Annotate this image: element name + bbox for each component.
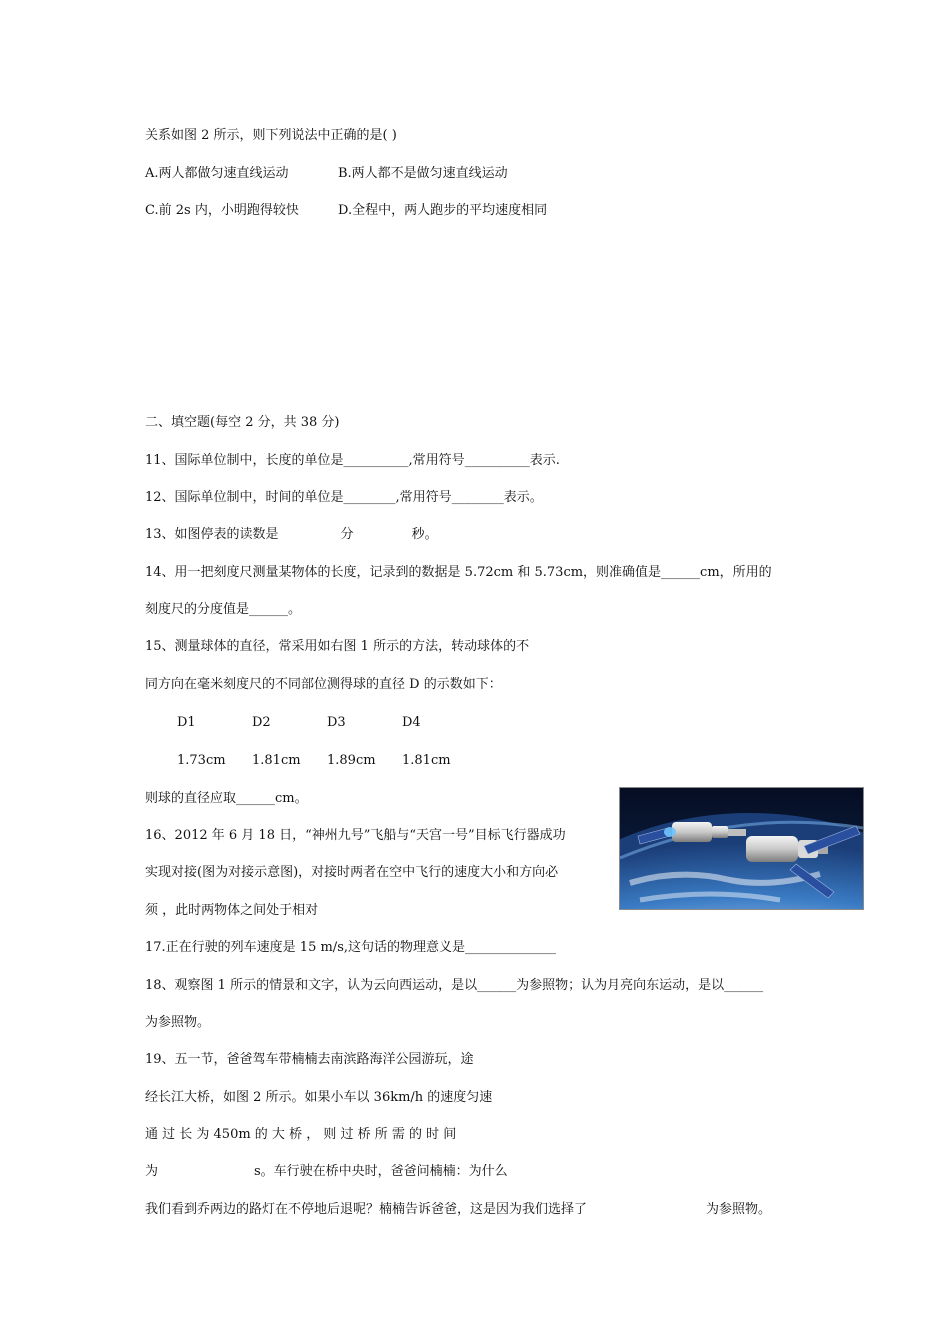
question-13 (145, 526, 438, 544)
question-19-line5 (145, 1201, 771, 1219)
docking-figure (619, 787, 864, 910)
question-19-line3: 通 过 长 为 450m 的 大 桥 ， 则 过 桥 所 需 的 时 间 (145, 1127, 457, 1142)
question-15-line1: 15、测量球体的直径，常采用如右图 1 所示的方法，转动球体的不 (145, 639, 530, 654)
q19-text-end: 为参照物。 (706, 1202, 772, 1217)
question-11 (145, 452, 560, 470)
option-b: B.两人都不是做匀速直线运动 (338, 166, 508, 181)
question-16-line1: 16、2012 年 6 月 18 日，“神州九号”飞船与“天宫一号”目标飞行器成功 (145, 828, 566, 843)
question-14-line1: 14、用一把刻度尺测量某物体的长度，记录到的数据是 5.72cm 和 5.73cm，则准确值是______cm，所用的 (145, 565, 772, 580)
question-14-line2: 刻度尺的分度值是______。 (145, 602, 302, 617)
table-value-d1: 1.73cm (177, 753, 226, 768)
q12-text-e: 表示。 (503, 490, 543, 505)
table-value-d2: 1.81cm (252, 753, 301, 768)
question-16-line2: 实现对接(图为对接示意图)，对接时两者在空中飞行的速度大小和方向必 (145, 865, 559, 880)
question-18-line1: 18、观察图 1 所示的情景和文字，认为云向西运动，是以______为参照物；认为月亮向东运动，是以______ (145, 978, 764, 993)
q19-text-rest: s。车行驶在桥中央时，爸爸问楠楠：为什么 (254, 1164, 508, 1179)
question-19-line4 (145, 1163, 508, 1181)
question-16-line3: 须 ，此时两物体之间处于相对 (145, 903, 319, 918)
option-c: C.前 2s 内，小明跑得较快 (145, 203, 299, 218)
question-19-line2: 经长江大桥，如图 2 所示。如果小车以 36km/h 的速度匀速 (145, 1090, 493, 1105)
q13-text-a: 13、如图停表的读数是 (145, 527, 279, 542)
question-18-line2: 为参照物。 (145, 1015, 211, 1030)
table-header-d3: D3 (327, 715, 346, 730)
question-15-line2: 同方向在毫米刻度尺的不同部位测得球的直径 D 的示数如下： (145, 677, 502, 692)
q11-text-e: 表示. (529, 453, 560, 468)
table-value-d3: 1.89cm (327, 753, 376, 768)
q13-text-sec: 秒。 (411, 527, 438, 542)
q19-text-wei: 为 (145, 1164, 159, 1179)
question-12 (145, 489, 543, 507)
table-header-d2: D2 (252, 715, 271, 730)
q11-blank-1: __________ (343, 453, 409, 468)
q12-text-c: ,常用符号 (395, 490, 452, 505)
q11-text-c: ,常用符号 (408, 453, 465, 468)
question-17: 17.正在行驶的列车速度是 15 m/s,这句话的物理意义是______________ (145, 940, 556, 955)
table-value-d4: 1.81cm (402, 753, 451, 768)
table-header-d1: D1 (177, 715, 196, 730)
table-header-d4: D4 (402, 715, 421, 730)
q13-text-min: 分 (340, 527, 354, 542)
spacecraft-docking-illustration (620, 788, 863, 909)
option-a: A.两人都做匀速直线运动 (145, 166, 289, 181)
q19-text-line5: 我们看到乔两边的路灯在不停地后退呢？楠楠告诉爸爸，这是因为我们选择了 (145, 1202, 588, 1217)
question-19-line1: 19、五一节，爸爸驾车带楠楠去南滨路海洋公园游玩，途 (145, 1052, 474, 1067)
section-title: 二、填空题(每空 2 分，共 38 分) (145, 415, 340, 430)
option-d: D.全程中，两人跑步的平均速度相同 (338, 203, 548, 218)
question-15-line3: 则球的直径应取______cm。 (145, 791, 308, 806)
q11-blank-2: __________ (464, 453, 530, 468)
q12-blank-1: ________ (343, 490, 396, 505)
question-stem: 关系如图 2 所示，则下列说法中正确的是( ) (145, 128, 397, 143)
q12-blank-2: ________ (451, 490, 504, 505)
q11-text-a: 11、国际单位制中，长度的单位是 (145, 453, 344, 468)
q12-text-a: 12、国际单位制中，时间的单位是 (145, 490, 344, 505)
